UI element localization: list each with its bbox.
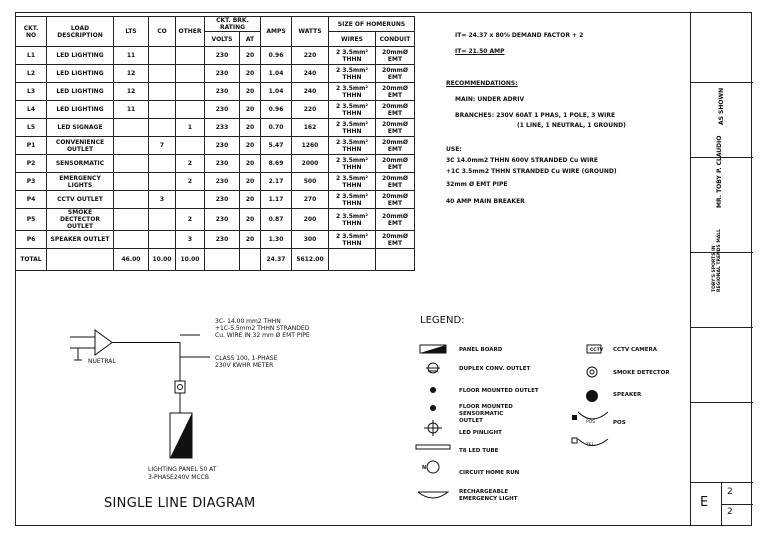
table-row bbox=[16, 83, 415, 101]
header-rating: CKT. BRK. RATING bbox=[205, 17, 261, 32]
cell-at: 20 bbox=[240, 47, 261, 65]
header-homeruns: SIZE OF HOMERUNS bbox=[329, 17, 415, 32]
cell-watts: 240 bbox=[292, 83, 329, 101]
cell-co bbox=[149, 83, 176, 101]
table-row bbox=[16, 47, 415, 65]
cell-wires: 2 3.5mm² THHN bbox=[329, 65, 376, 83]
speaker-icon bbox=[586, 390, 598, 402]
smoke-detector-icon bbox=[587, 367, 597, 377]
lighting-panel-icon bbox=[170, 413, 192, 458]
table-row bbox=[16, 173, 415, 191]
cell-amps: 1.04 bbox=[261, 65, 292, 83]
floor-sensormatic-icon bbox=[430, 405, 436, 411]
sheet-number: 2 bbox=[727, 487, 733, 497]
header-volts: VOLTS bbox=[205, 32, 240, 47]
cell-watts: 300 bbox=[292, 231, 329, 249]
cell-co: 3 bbox=[149, 191, 176, 209]
table-row bbox=[16, 101, 415, 119]
panel-schedule-table bbox=[15, 16, 415, 271]
total-row bbox=[16, 249, 415, 271]
cell-wires: 2 3.5mm² THHN bbox=[329, 137, 376, 155]
cell-other: 1 bbox=[176, 119, 205, 137]
panel-label-1: LIGHTING PANEL 50 AT bbox=[148, 466, 217, 473]
cell-co bbox=[149, 231, 176, 249]
cell-co bbox=[149, 65, 176, 83]
cell-wires: 2 3.5mm² THHN bbox=[329, 231, 376, 249]
recommendations-title: RECOMMENDATIONS: bbox=[446, 80, 518, 87]
cell-other bbox=[176, 83, 205, 101]
cell-co bbox=[149, 173, 176, 191]
cell-watts: 270 bbox=[292, 191, 329, 209]
cell-wires: 2 3.5mm² THHN bbox=[329, 83, 376, 101]
cell-co: 7 bbox=[149, 137, 176, 155]
cell-watts: 162 bbox=[292, 119, 329, 137]
cell-co bbox=[149, 155, 176, 173]
legend-tube: T8 LED TUBE bbox=[459, 448, 499, 454]
cell-ckt: P1 bbox=[16, 137, 47, 155]
cell-wires: 2 3.5mm² THHN bbox=[329, 101, 376, 119]
cell-load: LED SIGNAGE bbox=[47, 119, 114, 137]
legend-speaker: SPEAKER bbox=[613, 392, 642, 398]
cell-conduit: 20mmØ EMT bbox=[376, 65, 415, 83]
use-line-1: 3C 14.0mm2 THHN 600V STRANDED Cu WIRE bbox=[446, 157, 598, 164]
total-empty-cell bbox=[205, 249, 240, 271]
header-lts: LTS bbox=[114, 17, 149, 47]
legend-circuit: CIRCUIT HOME RUN bbox=[459, 470, 520, 476]
table-row bbox=[16, 155, 415, 173]
legend-pinlight: LED PINLIGHT bbox=[459, 430, 502, 436]
cell-ckt: L2 bbox=[16, 65, 47, 83]
total-empty-cell bbox=[47, 249, 114, 271]
cell-at: 20 bbox=[240, 83, 261, 101]
header-load: LOAD DESCRIPTION bbox=[47, 17, 114, 47]
cell-lts: 12 bbox=[114, 65, 149, 83]
diagram-title: SINGLE LINE DIAGRAM bbox=[104, 496, 256, 511]
cell-lts bbox=[114, 137, 149, 155]
schedule-body bbox=[16, 47, 415, 271]
cell-co bbox=[149, 209, 176, 231]
legend-duplex: DUPLEX CONV. OUTLET bbox=[459, 366, 531, 372]
cell-ckt: P6 bbox=[16, 231, 47, 249]
header-co: CO bbox=[149, 17, 176, 47]
cell-at: 20 bbox=[240, 137, 261, 155]
branches-note: BRANCHES: 230V 60AT 1 PHAS, 1 POLE, 3 WIRE bbox=[455, 112, 616, 119]
cell-lts: 11 bbox=[114, 101, 149, 119]
cell-at: 20 bbox=[240, 191, 261, 209]
cell-at: 20 bbox=[240, 173, 261, 191]
cell-wires: 2 3.5mm² THHN bbox=[329, 155, 376, 173]
branches-sub-note: (1 LINE, 1 NEUTRAL, 1 GROUND) bbox=[517, 122, 626, 129]
owner-name: MR. TOBY P. CLAUDIO bbox=[716, 135, 723, 208]
sheet-letter: E bbox=[700, 495, 709, 510]
table-row bbox=[16, 137, 415, 155]
table-row bbox=[16, 119, 415, 137]
cell-wires: 2 3.5mm² THHN bbox=[329, 191, 376, 209]
cell-ckt: P4 bbox=[16, 191, 47, 209]
header-conduit: CONDUIT bbox=[376, 32, 415, 47]
legend-emergency: RECHARGEABLE EMERGENCY LIGHT bbox=[459, 489, 518, 502]
cell-load: LED LIGHTING bbox=[47, 101, 114, 119]
use-line-4: 40 AMP MAIN BREAKER bbox=[446, 198, 525, 205]
cell-ckt: L4 bbox=[16, 101, 47, 119]
cell-other: 3 bbox=[176, 231, 205, 249]
n-tag: N bbox=[422, 465, 427, 471]
cell-at: 20 bbox=[240, 65, 261, 83]
cell-volts: 233 bbox=[205, 119, 240, 137]
use-title: USE: bbox=[446, 146, 462, 153]
cell-volts: 230 bbox=[205, 137, 240, 155]
table-row bbox=[16, 209, 415, 231]
cell-wires: 2 3.5mm² THHN bbox=[329, 119, 376, 137]
cell-watts: 200 bbox=[292, 209, 329, 231]
cell-other bbox=[176, 65, 205, 83]
legend-cctv: CCTV CAMERA bbox=[613, 347, 658, 353]
main-note: MAIN: UNDER ADRIV bbox=[455, 96, 525, 103]
cell-watts: 500 bbox=[292, 173, 329, 191]
cell-at: 20 bbox=[240, 119, 261, 137]
cell-watts: 1260 bbox=[292, 137, 329, 155]
cell-volts: 230 bbox=[205, 83, 240, 101]
cell-other: 2 bbox=[176, 173, 205, 191]
cell-amps: 2.17 bbox=[261, 173, 292, 191]
cell-lts bbox=[114, 209, 149, 231]
cell-other: 2 bbox=[176, 155, 205, 173]
use-line-2: +1C 3.5mm2 THHN STRANDED Cu WIRE (GROUND) bbox=[446, 168, 617, 175]
feeder-line-1: 3C- 14.00 mm2 THHN bbox=[215, 318, 281, 325]
cell-ckt: P3 bbox=[16, 173, 47, 191]
cell-amps: 0.96 bbox=[261, 101, 292, 119]
cell-amps: 1.17 bbox=[261, 191, 292, 209]
emergency-light-icon bbox=[418, 492, 448, 498]
cell-conduit: 20mmØ EMT bbox=[376, 137, 415, 155]
cell-amps: 8.69 bbox=[261, 155, 292, 173]
cell-ckt: L1 bbox=[16, 47, 47, 65]
cell-amps: 0.70 bbox=[261, 119, 292, 137]
cell-volts: 230 bbox=[205, 209, 240, 231]
header-watts: WATTS bbox=[292, 17, 329, 47]
cell-volts: 230 bbox=[205, 191, 240, 209]
cell-lts bbox=[114, 191, 149, 209]
neutral-label: NUETRAL bbox=[88, 358, 116, 365]
cell-volts: 230 bbox=[205, 173, 240, 191]
header-ckt: CKT. NO bbox=[16, 17, 47, 47]
total-amps: 24.37 bbox=[261, 249, 292, 271]
source-symbol-icon bbox=[95, 330, 112, 355]
header-other: OTHER bbox=[176, 17, 205, 47]
cell-conduit: 20mmØ EMT bbox=[376, 209, 415, 231]
cell-volts: 230 bbox=[205, 101, 240, 119]
cell-lts bbox=[114, 155, 149, 173]
total-other: 10.00 bbox=[176, 249, 205, 271]
cell-load: CCTV OUTLET bbox=[47, 191, 114, 209]
cell-watts: 2000 bbox=[292, 155, 329, 173]
cell-at: 20 bbox=[240, 155, 261, 173]
cell-load: SENSORMATIC bbox=[47, 155, 114, 173]
cell-conduit: 20mmØ EMT bbox=[376, 155, 415, 173]
cell-at: 20 bbox=[240, 231, 261, 249]
cell-load: LED LIGHTING bbox=[47, 47, 114, 65]
total-watts: 5612.00 bbox=[292, 249, 329, 271]
cell-lts bbox=[114, 173, 149, 191]
cell-ckt: L5 bbox=[16, 119, 47, 137]
table-row bbox=[16, 191, 415, 209]
led-tube-icon bbox=[416, 445, 450, 449]
legend-panel-board: PANEL BOARD bbox=[459, 347, 503, 353]
cell-at: 20 bbox=[240, 209, 261, 231]
header-wires: WIRES bbox=[329, 32, 376, 47]
cell-amps: 0.87 bbox=[261, 209, 292, 231]
meter-line-2: 230V KWHR METER bbox=[215, 362, 274, 369]
circuit-home-run-icon bbox=[427, 461, 439, 473]
cell-lts bbox=[114, 119, 149, 137]
cell-at: 20 bbox=[240, 101, 261, 119]
cell-ckt: P2 bbox=[16, 155, 47, 173]
feeder-line-3: Cu. WIRE IN 32 mm Ø EMT PIPE bbox=[215, 332, 310, 339]
cell-conduit: 20mmØ EMT bbox=[376, 83, 415, 101]
cell-ckt: L3 bbox=[16, 83, 47, 101]
legend-symbols bbox=[412, 340, 712, 510]
cell-volts: 230 bbox=[205, 155, 240, 173]
table-row bbox=[16, 65, 415, 83]
cell-volts: 230 bbox=[205, 47, 240, 65]
cell-other bbox=[176, 101, 205, 119]
total-lts: 46.00 bbox=[114, 249, 149, 271]
panel-label-2: 3-PHASE240V MCCB bbox=[148, 474, 209, 481]
header-at: AT bbox=[240, 32, 261, 47]
legend-floor: FLOOR MOUNTED OUTLET bbox=[459, 388, 539, 394]
cell-load: LED LIGHTING bbox=[47, 83, 114, 101]
demand-factor-formula: IT= 24.37 x 80% DEMAND FACTOR + 2 bbox=[455, 32, 584, 39]
header-amps: AMPS bbox=[261, 17, 292, 47]
cell-amps: 1.04 bbox=[261, 83, 292, 101]
cell-load: CONVENIENCE OUTLET bbox=[47, 137, 114, 155]
demand-current-result: IT= 21.50 AMP bbox=[455, 48, 505, 55]
cell-load: SMOKE DECTECTOR OUTLET bbox=[47, 209, 114, 231]
cell-wires: 2 3.5mm² THHN bbox=[329, 209, 376, 231]
cctv-tag: CCTV bbox=[590, 348, 604, 353]
total-empty-cell bbox=[376, 249, 415, 271]
cell-lts: 11 bbox=[114, 47, 149, 65]
total-label: TOTAL bbox=[16, 249, 47, 271]
project-title: TOBY'S SPORTS IN REGIONAL TRENDS MALL bbox=[712, 228, 722, 292]
legend-smoke: SMOKE DETECTOR bbox=[613, 370, 670, 376]
cell-watts: 220 bbox=[292, 47, 329, 65]
tel-tag: TEL. bbox=[586, 443, 596, 448]
legend-title: LEGEND: bbox=[420, 315, 465, 326]
single-line-diagram bbox=[60, 315, 260, 485]
cell-watts: 220 bbox=[292, 101, 329, 119]
use-line-3: 32mm Ø EMT PIPE bbox=[446, 181, 508, 188]
cell-other bbox=[176, 47, 205, 65]
cell-conduit: 20mmØ EMT bbox=[376, 173, 415, 191]
feeder-line-2: +1C-5.5mm2 THHN STRANDED bbox=[215, 325, 310, 332]
pos-tag: POS bbox=[586, 420, 596, 425]
sheet-total: 2 bbox=[727, 507, 733, 517]
cell-conduit: 20mmØ EMT bbox=[376, 119, 415, 137]
scale-value: AS SHOWN bbox=[718, 87, 725, 125]
cell-other bbox=[176, 191, 205, 209]
legend-pos: POS bbox=[613, 420, 626, 426]
cell-co bbox=[149, 101, 176, 119]
cell-conduit: 20mmØ EMT bbox=[376, 231, 415, 249]
total-co: 10.00 bbox=[149, 249, 176, 271]
total-empty-cell bbox=[240, 249, 261, 271]
meter-line-1: CLASS 100, 1-PHASE bbox=[215, 355, 278, 362]
cell-load: EMERGENCY LIGHTS bbox=[47, 173, 114, 191]
cell-amps: 0.96 bbox=[261, 47, 292, 65]
table-row bbox=[16, 231, 415, 249]
cell-load: SPEAKER OUTLET bbox=[47, 231, 114, 249]
floor-outlet-icon bbox=[430, 387, 436, 393]
cell-conduit: 20mmØ EMT bbox=[376, 47, 415, 65]
kwhr-meter-icon bbox=[175, 381, 185, 393]
cell-conduit: 20mmØ EMT bbox=[376, 191, 415, 209]
cell-co bbox=[149, 47, 176, 65]
cell-ckt: P5 bbox=[16, 209, 47, 231]
cell-wires: 2 3.5mm² THHN bbox=[329, 47, 376, 65]
cell-co bbox=[149, 119, 176, 137]
cell-conduit: 20mmØ EMT bbox=[376, 101, 415, 119]
cell-watts: 240 bbox=[292, 65, 329, 83]
cell-wires: 2 3.5mm² THHN bbox=[329, 173, 376, 191]
cell-lts: 12 bbox=[114, 83, 149, 101]
cell-volts: 230 bbox=[205, 65, 240, 83]
cell-other bbox=[176, 137, 205, 155]
total-empty-cell bbox=[329, 249, 376, 271]
pos-icon bbox=[578, 412, 608, 419]
cell-lts bbox=[114, 231, 149, 249]
cell-amps: 5.47 bbox=[261, 137, 292, 155]
cell-other: 2 bbox=[176, 209, 205, 231]
cell-amps: 1.30 bbox=[261, 231, 292, 249]
cell-load: LED LIGHTING bbox=[47, 65, 114, 83]
cell-volts: 230 bbox=[205, 231, 240, 249]
legend-floor-sensor: FLOOR MOUNTED SENSORMATIC OUTLET bbox=[459, 404, 513, 424]
